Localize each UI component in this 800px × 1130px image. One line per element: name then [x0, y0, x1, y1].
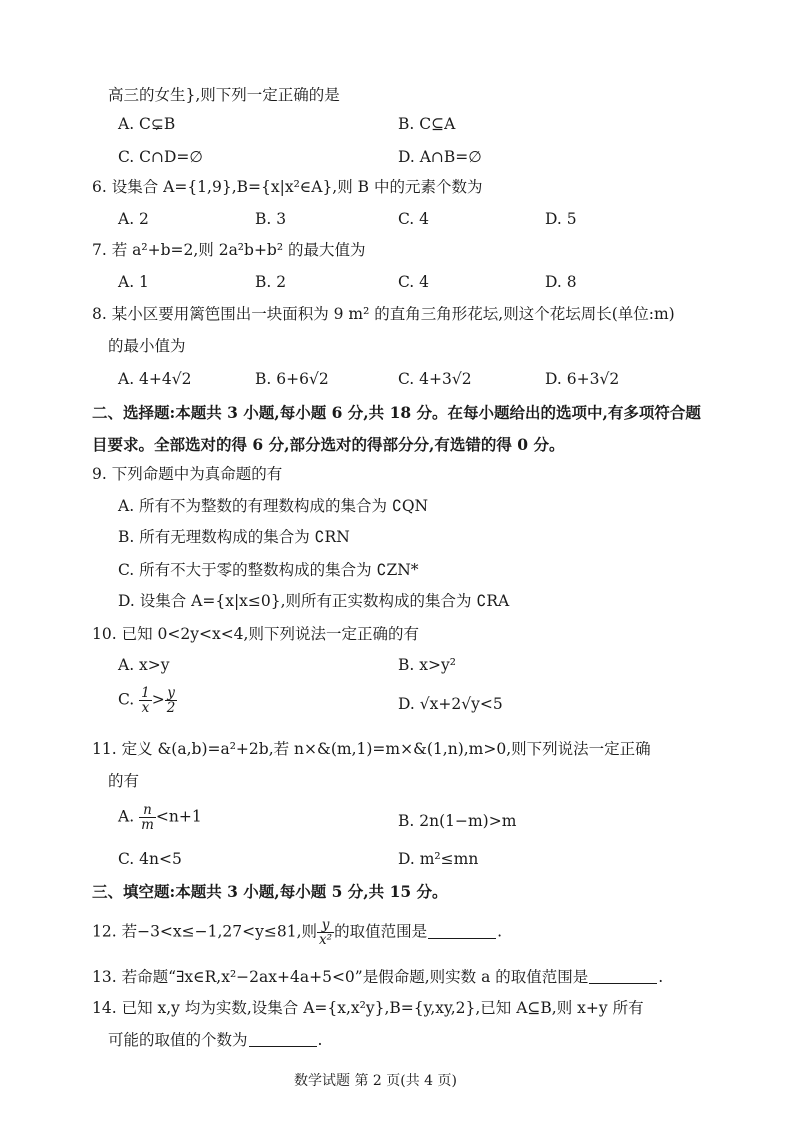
- fraction-denominator: x: [141, 700, 150, 717]
- answer-blank: [428, 937, 496, 939]
- q8-option-b: B. 6+6√2: [255, 370, 329, 388]
- q7-stem: 7. 若 a²+b=2,则 2a²b+b² 的最大值为: [92, 241, 366, 259]
- q5-option-d: D. A∩B=∅: [398, 148, 482, 166]
- fraction-y-over-x-squared: [317, 918, 334, 947]
- q11-option-c: C. 4n<5: [118, 850, 182, 868]
- relation-symbol: >: [151, 690, 165, 709]
- fraction-n-over-m: [139, 803, 156, 832]
- q12-period: .: [497, 922, 503, 941]
- q8-option-a: A. 4+4√2: [118, 370, 192, 388]
- section2-heading-line2: 目要求。全部选对的得 6 分,部分选对的得部分分,有选错的得 0 分。: [92, 435, 565, 454]
- q12-stem-pre: 12. 若−3<x≤−1,27<y≤81,则: [92, 922, 318, 941]
- q10-option-d: D. √x+2√y<5: [398, 695, 503, 713]
- q6-option-b: B. 3: [255, 210, 287, 228]
- q11-option-a-rest: <n+1: [155, 807, 202, 826]
- q11-option-d: D. m²≤mn: [398, 850, 479, 868]
- q5-stem-tail: 高三的女生},则下列一定正确的是: [108, 86, 340, 104]
- q11-stem-line1: 11. 定义 &(a,b)=a²+2b,若 n×&(m,1)=m×&(1,n),m>0,则下列说法一定正确: [92, 740, 651, 758]
- fraction-denominator: m: [141, 817, 154, 834]
- q10-option-c: [118, 686, 177, 715]
- q7-option-a: A. 1: [118, 273, 149, 291]
- q7-option-c: C. 4: [398, 273, 430, 291]
- q12-stem-post: 的取值范围是: [334, 922, 428, 941]
- answer-blank: [589, 982, 657, 984]
- section3-heading: 三、填空题:本题共 3 小题,每小题 5 分,共 15 分。: [92, 882, 448, 901]
- q10-stem: 10. 已知 0<2y<x<4,则下列说法一定正确的有: [92, 625, 419, 643]
- answer-blank: [249, 1045, 317, 1047]
- fraction-y-over-2: [165, 686, 178, 715]
- q13-period: .: [658, 968, 664, 986]
- fraction-one-over-x: [139, 686, 152, 715]
- q6-option-c: C. 4: [398, 210, 430, 228]
- fraction-denominator: x²: [319, 932, 333, 949]
- q14-stem-line1: 14. 已知 x,y 均为实数,设集合 A={x,x²y},B={y,xy,2},已知 A⊆B,则 x+y 所有: [92, 999, 644, 1017]
- q5-option-a: A. C⊊B: [118, 115, 176, 133]
- section2-heading-line1: 二、选择题:本题共 3 小题,每小题 6 分,共 18 分。在每小题给出的选项中,有多项符合题: [92, 403, 701, 422]
- q13-stem: [92, 970, 663, 986]
- q6-stem: 6. 设集合 A={1,9},B={x|x²∈A},则 B 中的元素个数为: [92, 178, 483, 196]
- fraction-numerator: y: [165, 686, 178, 701]
- fraction-numerator: 1: [141, 685, 150, 701]
- fraction-denominator: 2: [166, 700, 176, 717]
- q13-stem-text: 13. 若命题“∃x∈R,x²−2ax+4a+5<0”是假命题,则实数 a 的取值范围是: [92, 968, 589, 986]
- q9-option-a: A. 所有不为整数的有理数构成的集合为 ∁QN: [118, 497, 429, 515]
- q6-option-a: A. 2: [118, 210, 149, 228]
- q10-option-c-label: C.: [118, 690, 135, 709]
- fraction-numerator: y: [317, 918, 334, 933]
- q6-option-d: D. 5: [545, 210, 577, 228]
- q11-option-a: [118, 803, 202, 832]
- q11-option-b: B. 2n(1−m)>m: [398, 812, 517, 830]
- q9-option-c: C. 所有不大于零的整数构成的集合为 ∁ZN*: [118, 561, 419, 579]
- q8-option-c: C. 4+3√2: [398, 370, 472, 388]
- q9-option-d: D. 设集合 A={x|x≤0},则所有正实数构成的集合为 ∁RA: [118, 592, 510, 610]
- q10-option-b: B. x>y²: [398, 656, 456, 674]
- fraction-numerator: n: [139, 803, 156, 818]
- q14-stem-text: 可能的取值的个数为: [108, 1031, 248, 1049]
- q12-stem: [92, 918, 502, 947]
- q11-stem-line2: 的有: [108, 772, 140, 790]
- q11-option-a-label: A.: [118, 807, 135, 826]
- q5-option-b: B. C⊆A: [398, 115, 456, 133]
- page-footer: 数学试题 第 2 页(共 4 页): [294, 1073, 457, 1089]
- q14-stem-line2: [108, 1033, 322, 1049]
- q14-period: .: [317, 1031, 323, 1049]
- q10-option-a: A. x>y: [118, 656, 170, 674]
- q8-stem-line2: 的最小值为: [108, 337, 186, 355]
- q9-stem: 9. 下列命题中为真命题的有: [92, 465, 283, 483]
- q9-option-b: B. 所有无理数构成的集合为 ∁RN: [118, 528, 350, 546]
- q8-option-d: D. 6+3√2: [545, 370, 620, 388]
- q7-option-b: B. 2: [255, 273, 287, 291]
- q7-option-d: D. 8: [545, 273, 577, 291]
- q5-option-c: C. C∩D=∅: [118, 148, 203, 166]
- q8-stem-line1: 8. 某小区要用篱笆围出一块面积为 9 m² 的直角三角形花坛,则这个花坛周长(单位:m): [92, 305, 675, 323]
